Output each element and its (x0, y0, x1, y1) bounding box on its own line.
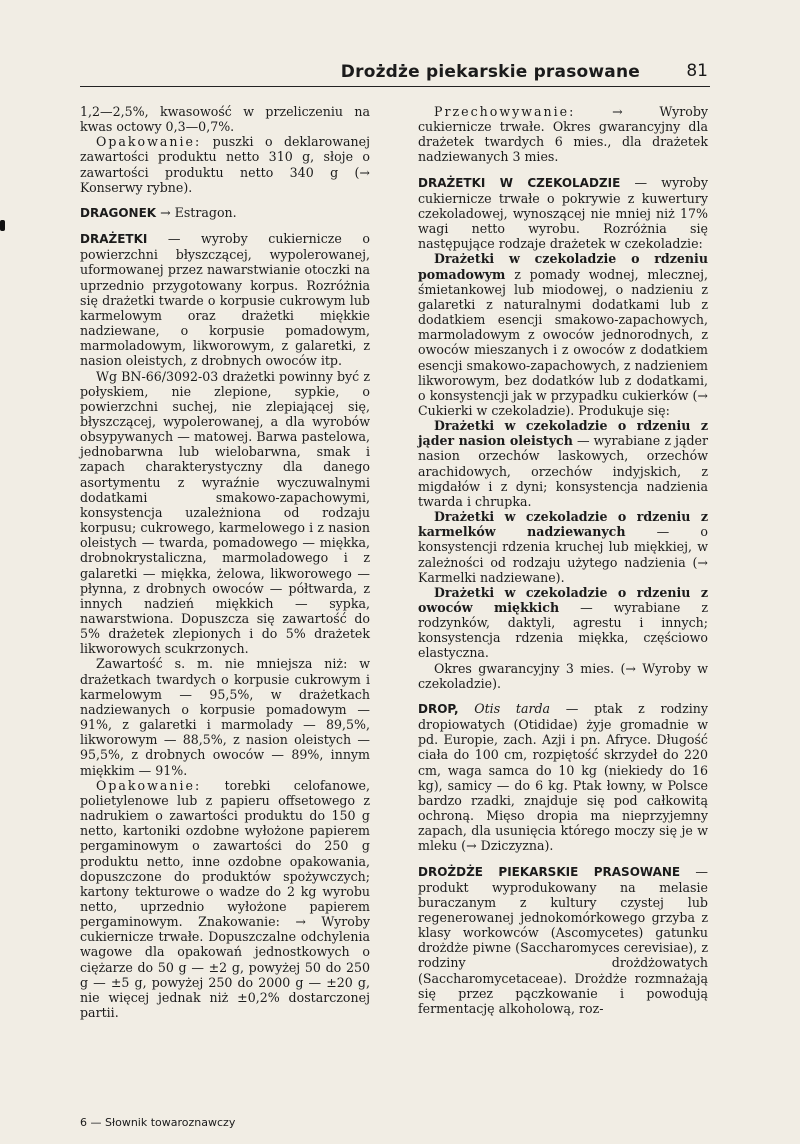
subentry-head: Drażetki w czekoladzie o rdzeniu z jąder nasion oleistych (418, 418, 708, 449)
spaced-label: Opakowanie: (96, 777, 202, 793)
packaging-paragraph: Opakowanie: puszki o deklarowanej zawartości produktu netto 310 g, słoje o zawartości produktu netto 340 g (→ Konserwy rybne). (80, 134, 370, 195)
storage-paragraph: Przechowywanie: → Wyroby cukiernicze trwałe. Okres gwarancyjny dla drażetek twardych 6 mies., dla drażetek nadziewanych 3 mies. (418, 104, 708, 165)
entry-drozdze: DROŻDŻE PIEKARSKIE PRASOWANE — produkt wyprodukowany na melasie buraczanym z kultury czystej lub regenerowanej jednokomórkowego grzyba z klasy workowców (Ascomycetes) gatunku drożdże piwne (Saccharomyces cerevisiae), z rodziny drożdżowatych (Saccharomycetaceae). Drożdże rozmnażają się przez pączkowanie i powodują fermentację alkoholową, roz- (418, 863, 708, 1016)
entry-drop: DROP, Otis tarda — ptak z rodziny dropiowatych (Otididae) żyje gromadnie w pd. Europie, zach. Azji i pn. Afryce. Długość ciała do 100 cm, rozpiętość skrzydeł do 220 cm, waga samca do 10 kg (niekiedy do 16 kg), samicy — do 6 kg. Ptak łowny, w Polsce bardzo rzadki, znajduje się pod całkowitą ochroną. Mięso dropia ma nieprzyjemny zapach, dla usunięcia którego moczy się je w mleku (→ Dziczyzna). (418, 700, 709, 854)
margin-mark (0, 220, 5, 231)
packaging-paragraph-2: Opakowanie: torebki celofanowe, polietylenowe lub z papieru offsetowego z nadrukiem o zawartości produktu do 150 g netto, kartoniki ozdobne wyłożone papierem pergaminowym o zawartości do 250 g produktu netto, inne ozdobne opakowania, dopuszczone do produktów spożywczych; kartony tekturowe o wadze do 2 kg wyrobu netto, uprzednio wyłożone papierem pergaminowym. Znakowanie: → Wyroby cukiernicze trwałe. Dopuszczalne odchylenia wagowe dla opakowań jednostkowych o ciężarze do 50 g — ±2 g, powyżej 50 do 250 g — ±5 g, powyżej 250 do 2000 g — ±20 g, nie więcej jednak niż ±0,2% dostarczonej partii. (80, 777, 370, 1021)
headword: DROŻDŻE PIEKARSKIE PRASOWANE (418, 864, 681, 879)
subentry-pomadowy: Drażetki w czekoladzie o rdzeniu pomadowym z pomady wodnej, mlecznej, śmietankowej lub miodowej, o nadzieniu z galaretki z naturalnymi dodatkami lub z dodatkiem esencji smakowo-zapachowych, marmoladowym z owoców jednorodnych, z owoców mieszanych i z owoców z dodatkiem esencji smakowo-zapachowych, z nadzieniem likworowym, bez dodatków lub z dodatkami, o konsystencji jak w przypadku cukierków (→ Cukierki w czekoladzie). Produkuje się: (418, 251, 708, 418)
headword: DRAŻETKI (80, 232, 148, 247)
entry-dragonek: DRAGONEK → Estragon. (80, 204, 237, 220)
subentry-karmelki: Drażetki w czekoladzie o rdzeniu z karmelków nadziewanych — o konsystencji rdzenia kruchej lub miękkiej, w zależności od rodzaju użytego nadzienia (→ Karmelki nadziewane). (418, 509, 708, 585)
paragraph-continuation: 1,2—2,5%, kwasowość w przeliczeniu na kwas octowy 0,3—0,7%. (80, 104, 370, 135)
subentry-head: Drażetki w czekoladzie o rdzeniu z owoców miękkich (418, 584, 708, 615)
headword: DROP, (418, 701, 459, 716)
standard-paragraph: Wg BN-66/3092-03 drażetki powinny być z połyskiem, nie zlepione, sypkie, o powierzchni suchej, nie zlepiającej się, błyszczącej, wypolerowanej, a dla wyrobów obsypywanych — matowej. Barwa pastelowa, jednobarwna lub wielobarwna, smak i zapach charakterystyczny dla danego asortymentu z wyraźnie wyczuwalnymi dodatkami smakowo-zapachowymi, konsystencja uzależniona od rodzaju korpusu; cukrowego, karmelowego i z nasion oleistych — twarda, pomadowego — miękka, drobnokrystaliczna, marmoladowego i z galaretki — miękka, żelowa, likworowego — płynna, z drobnych owoców — półtwarda, z innych nadzień miękkich — sypka, nawarstwiona. Dopuszcza się zawartość do 5% drażetek zlepionych i do 5% drażetek likworowych scukrzonych. (80, 368, 370, 657)
entry-drazetki: DRAŻETKI — wyroby cukiernicze o powierzchni błyszczącej, wypolerowanej, uformowanej przez nawarstwianie otoczki na uprzednio przygotowany korpus. Rozróżnia się drażetki twarde o korpusie cukrowym lub karmelowym oraz drażetki miękkie nadziewane, o korpusie pomadowym, marmoladowym, likworowym, z galaretki, z nasion oleistych, z drobnych owoców itp. (80, 231, 370, 369)
subentry-owoce: Drażetki w czekoladzie o rdzeniu z owoców miękkich — wyrabiane z rodzynków, daktyli, agrestu i innych; konsystencja rdzenia miękka, częściowo elastyczna. (418, 584, 708, 661)
spaced-label: Przechowywanie: (434, 104, 576, 119)
headword: DRAŻETKI W CZEKOLADZIE (418, 175, 621, 190)
headword: DRAGONEK (80, 205, 157, 220)
page-footer: 6 — Słownik towaroznawczy (80, 1116, 236, 1129)
latin-name: Otis tarda (458, 700, 551, 716)
left-column (80, 104, 370, 1020)
page-header (80, 58, 710, 87)
running-head: Drożdże piekarskie prasowane (340, 62, 640, 82)
page-number: 81 (686, 61, 708, 81)
right-column (418, 104, 708, 1016)
subentry-nasiona: Drażetki w czekoladzie o rdzeniu z jąder nasion oleistych — wyrabiane z jąder nasion orzechów laskowych, orzechów arachidowych, orzechów indyjskich, z migdałów i z dyni; konsystencja nadzienia twarda i chrupka. (418, 418, 708, 509)
subentry-head: Drażetki w czekoladzie o rdzeniu z karmelków nadziewanych (418, 509, 708, 540)
dry-matter-paragraph: Zawartość s. m. nie mniejsza niż: w drażetkach twardych o korpusie cukrowym i karmelowym — 95,5%, w drażetkach nadziewanych o korpusie pomadowym — 91%, z galaretki i marmolady — 89,5%, likworowym — 88,5%, z nasion oleistych — 95,5%, z drobnych owoców — 89%, innym miękkim — 91%. (80, 656, 370, 778)
subentry-head: Drażetki w czekoladzie o rdzeniu pomadowym (418, 251, 708, 282)
spaced-label: Opakowanie: (96, 134, 202, 150)
entry-drazetki-w-czekoladzie: DRAŻETKI W CZEKOLADZIE — wyroby cukiernicze trwałe o pokrywie z kuwertury czekoladowej, wynoszącej nie mniej niż 17% wagi netto wyrobu. Rozróżnia się następujące rodzaje drażetek w czekoladzie: (418, 174, 708, 252)
warranty-paragraph: Okres gwarancyjny 3 mies. (→ Wyroby w czekoladzie). (418, 660, 708, 691)
